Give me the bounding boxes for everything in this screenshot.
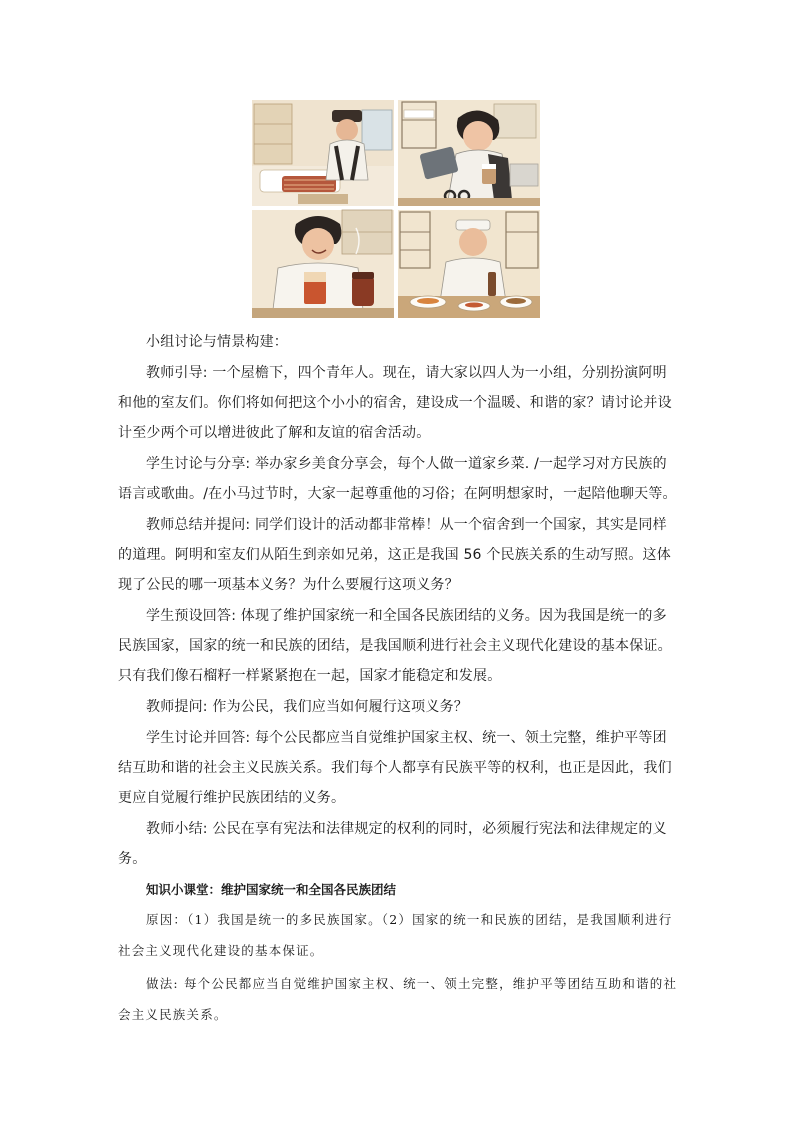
knowledge-reason: 原因：（1）我国是统一的多民族国家。（2）国家的统一和民族的团结，是我国顺利进行社会主义现代化建设的基本保证。 [118,912,673,958]
teacher-guidance: 教师引导: 一个屋檐下，四个青年人。现在，请大家以四人为一小组，分别扮演阿明和他的室友们。你们将如何把这个小小的宿舍，建设成一个温暖、和谐的家？请讨论并设计至少两个可以增进彼此了解和友谊的宿舍活动。 [118,365,672,441]
section-heading: 小组讨论与情景构建： [146,334,288,350]
teacher-question: 教师提问: 作为公民，我们应当如何履行这项义务？ [146,699,468,715]
student-answer: 学生讨论并回答: 每个公民都应当自觉维护国家主权、统一、领土完整，维护平等团结互助和谐的社会主义民族关系。我们每个人都享有民族平等的权利，也正是因此，我们更应自觉履行维护民族团结的义务。 [118,730,672,806]
student-expected-answer: 学生预设回答: 体现了维护国家统一和全国各民族团结的义务。因为我国是统一的多民族国家，国家的统一和民族的团结，是我国顺利进行社会主义现代化建设的基本保证。只有我们像石榴籽一样紧紧抱在一起，国家才能稳定和发展。 [118,608,672,684]
teacher-conclusion: 教师小结: 公民在享有宪法和法律规定的权利的同时，必须履行宪法和法律规定的义务。 [118,821,667,867]
panel-dorm-bed [252,100,394,206]
panel-student-sauce [252,210,394,318]
knowledge-title: 知识小课堂：维护国家统一和全国各民族团结 [146,882,397,897]
panel-student-tablet [398,100,540,206]
knowledge-box [118,876,678,1030]
panel-student-cooking [398,210,540,318]
lesson-text [118,327,678,1030]
student-discussion: 学生讨论与分享: 举办家乡美食分享会，每个人做一道家乡菜. /一起学习对方民族的语言或歌曲。/在小马过节时，大家一起尊重他的习俗；在阿明想家时，一起陪他聊天等。 [118,456,677,502]
teacher-summary-question: 教师总结并提问: 同学们设计的活动都非常棒！从一个宿舍到一个国家，其实是同样的道理。阿明和室友们从陌生到亲如兄弟，这正是我国 56 个民族关系的生动写照。这体现了公民的哪一项基本义务？为什么要履行这项义务？ [118,517,671,593]
illustration-grid [252,100,540,318]
knowledge-method: 做法: 每个公民都应当自觉维护国家主权、统一、领土完整，维护平等团结互助和谐的社会主义民族关系。 [118,976,678,1022]
